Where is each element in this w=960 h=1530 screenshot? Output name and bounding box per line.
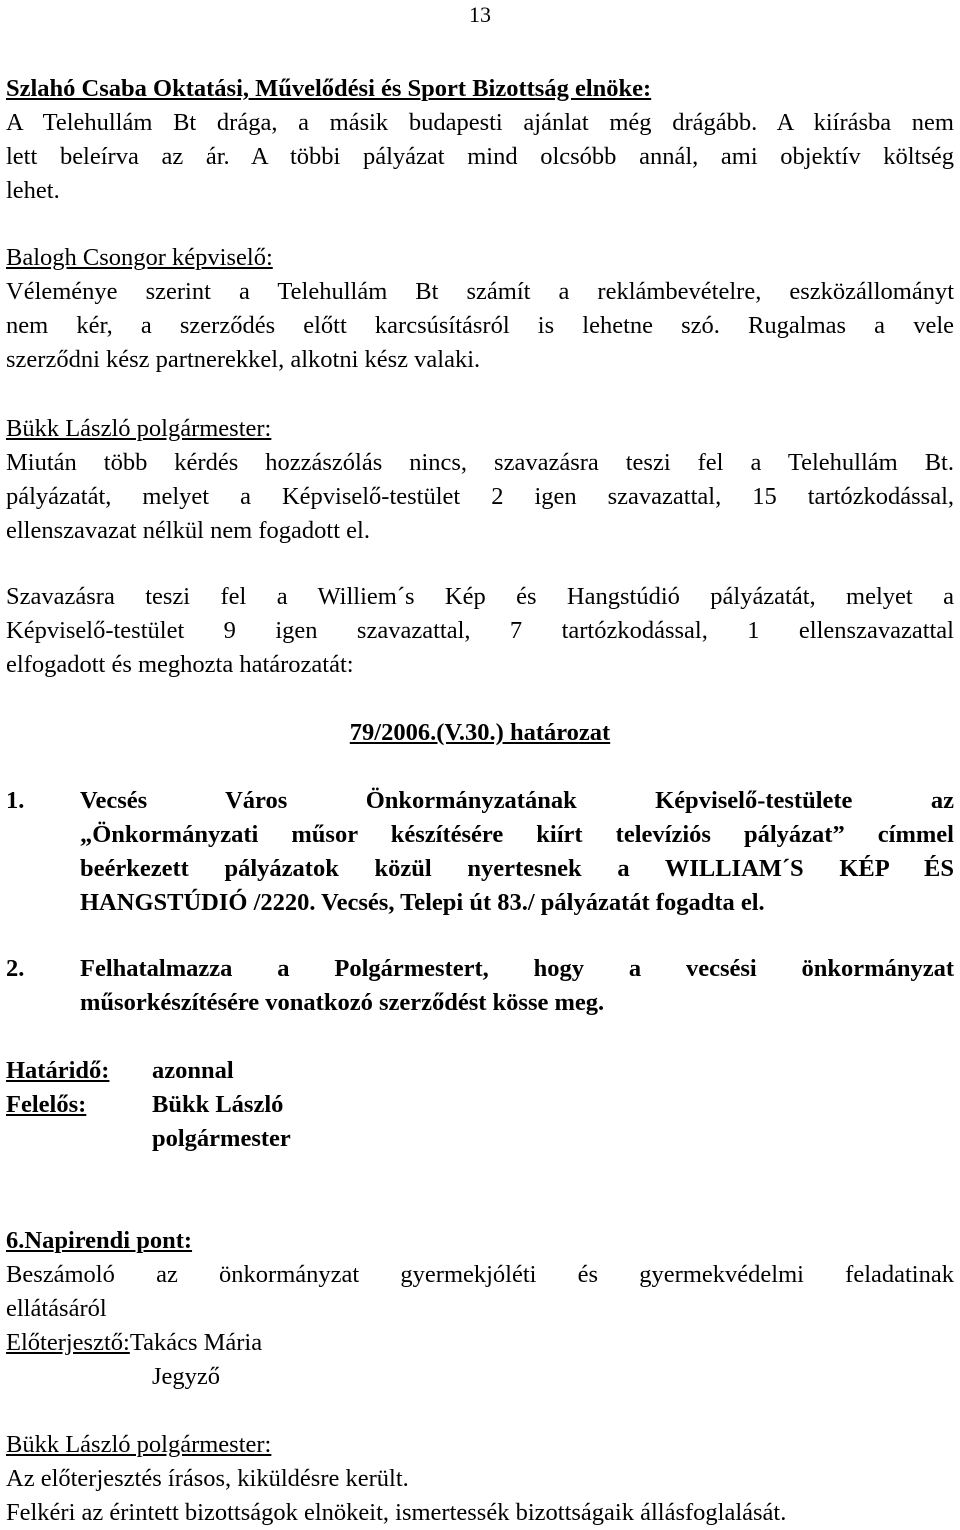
speaker-heading: Bükk László polgármester: [6,1431,272,1458]
text-line: szerződni kész partnerekkel, alkotni kész valaki. [6,346,481,373]
item-number: 2. [6,955,25,982]
text-line: „Önkormányzati műsor készítésére kiírt televíziós pályázat” címmel [80,821,954,848]
text-line: Felkéri az érintett bizottságok elnökeit, ismertessék bizottságaik állásfoglalását. [6,1499,787,1526]
text-line: A Telehullám Bt drága, a másik budapesti ajánlat még drágább. A kiírásba nem [6,109,954,136]
text-line: pályázatát, melyet a Képviselő-testület 2 igen szavazattal, 15 tartózkodással, [6,483,954,510]
responsible-name: Bükk László [152,1091,284,1118]
text-line: HANGSTÚDIÓ /2220. Vecsés, Telepi út 83./ pályázatát fogadta el. [80,889,765,916]
responsible-row [6,1088,283,1122]
text-line: nem kér, a szerződés előtt karcsúsításról is lehetne szó. Rugalmas a vele [6,312,954,339]
paragraph-vote [6,580,954,682]
text-line: Véleménye szerint a Telehullám Bt számít a reklámbevételre, eszközállományt [6,278,954,305]
presenter-title: Jegyző [152,1363,221,1390]
text-line: ellátásáról [6,1295,107,1322]
paragraph-szlaho [6,72,954,208]
text-line: beérkezett pályázatok közül nyertesnek a WILLIAM´S KÉP ÉS [80,855,954,882]
deadline-row [6,1054,234,1088]
presenter-row [6,1326,954,1360]
speaker-heading: Szlahó Csaba Oktatási, Művelődési és Sport Bizottság elnöke: [6,75,652,102]
responsible-label: Felelős: [6,1091,87,1118]
text-line: Vecsés Város Önkormányzatának Képviselő-testülete az [80,787,954,814]
text-line: Képviselő-testület 9 igen szavazattal, 7 tartózkodással, 1 ellenszavazattal [6,617,954,644]
paragraph-balogh [6,241,954,377]
deadline-label: Határidő: [6,1057,110,1084]
text-line: Szavazásra teszi fel a Williem´s Kép és Hangstúdió pályázatát, melyet a [6,583,954,610]
text-line: Felhatalmazza a Polgármestert, hogy a vecsési önkormányzat [80,955,954,982]
paragraph-bukk-1 [6,412,954,548]
item-number: 1. [6,787,25,814]
speaker-heading: Bükk László polgármester: [6,415,272,442]
responsible-title: polgármester [152,1125,291,1152]
text-line: Beszámoló az önkormányzat gyermekjóléti és gyermekvédelmi feladatinak [6,1261,954,1288]
resolution-item-1 [6,784,954,920]
text-line: lehet. [6,177,60,204]
deadline-value: azonnal [152,1057,234,1084]
text-line: műsorkészítésére vonatkozó szerződést kösse meg. [80,989,605,1016]
text-line: ellenszavazat nélkül nem fogadott el. [6,517,370,544]
resolution-title: 79/2006.(V.30.) határozat [349,719,611,746]
resolution-item-2 [6,952,954,1020]
presenter-label: Előterjesztő: [6,1329,130,1356]
presenter-name: Takács Mária [129,1329,263,1356]
speaker-heading: Balogh Csongor képviselő: [6,244,273,271]
paragraph-bukk-2 [6,1428,954,1530]
text-line: Az előterjesztés írásos, kiküldésre került. [6,1465,409,1492]
text-line: elfogadott és meghozta határozatát: [6,651,354,678]
agenda-heading: 6.Napirendi pont: [6,1227,193,1254]
agenda-section [6,1224,954,1394]
text-line: lett beleírva az ár. A többi pályázat mind olcsóbb annál, ami objektív költség [6,143,954,170]
text-line: Miután több kérdés hozzászólás nincs, szavazásra teszi fel a Telehullám Bt. [6,449,954,476]
page-number: 13 [469,2,491,27]
